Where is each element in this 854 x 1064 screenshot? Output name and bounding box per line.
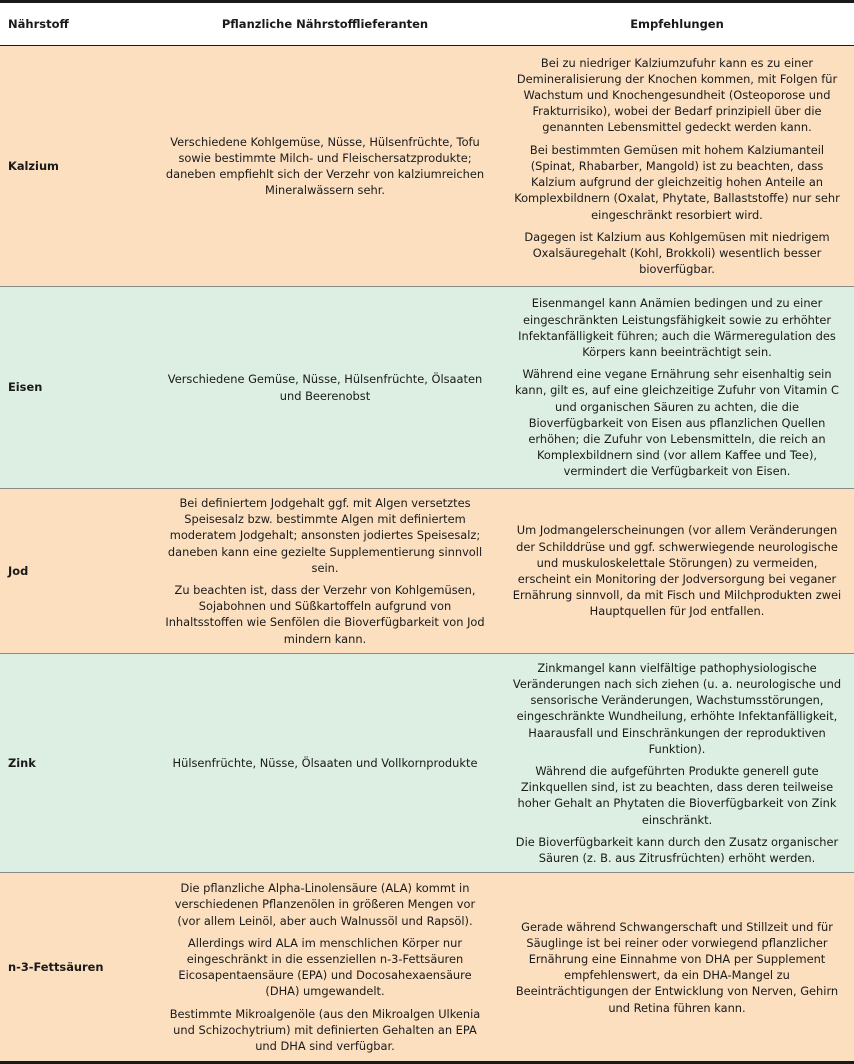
header-recommendations: Empfehlungen	[500, 2, 854, 46]
recommendation-text: Während die aufgeführten Produkte generell gute Zinkquellen sind, ist zu beachten, dass deren teilweise hoher Gehalt an Phytaten die Bioverfügbarkeit von Zink einschränkt.	[517, 764, 837, 827]
recommendations-cell	[500, 287, 854, 489]
table-row-jod	[0, 489, 854, 654]
sources-text: Verschiedene Kohlgemüse, Nüsse, Hülsenfrüchte, Tofu sowie bestimmte Milch- und Fleischersatzprodukte; daneben empfiehlt sich der Verzehr von kalziumreichen Mineralwässern sehr.	[165, 134, 485, 198]
sources-text: Verschiedene Gemüse, Nüsse, Hülsenfrüchte, Ölsaaten und Beerenobst	[167, 372, 483, 403]
recommendations-cell	[500, 873, 854, 1063]
nutrient-name: Jod	[0, 489, 150, 654]
header-nutrient: Nährstoff	[0, 2, 150, 46]
recommendation-text: Gerade während Schwangerschaft und Stillzeit und für Säuglinge ist bei reiner oder vorwiegend pflanzlicher Ernährung eine Einnahme von DHA per Supplement empfehlenswert, da ein DHA-Mangel zu Beeinträchtigungen der Entwicklung von Nerven, Gehirn und Retina führen kann.	[515, 919, 839, 1015]
recommendations-cell	[500, 653, 854, 872]
nutrient-name: n-3-Fettsäuren	[0, 873, 150, 1063]
recommendation-text: Bei zu niedriger Kalziumzufuhr kann es zu einer Demineralisierung der Knochen kommen, mit Folgen für Wachstum und Knochengesundheit (Osteoporose und Frakturrisiko), wobei der Bedarf prinzipiell über die genannten Lebensmittel gedeckt werden kann.	[516, 55, 838, 135]
table-row-eisen	[0, 287, 854, 489]
table-row-kalzium	[0, 46, 854, 287]
sources-cell	[150, 46, 500, 287]
recommendation-text: Während eine vegane Ernährung sehr eisenhaltig sein kann, gilt es, auf eine gleichzeitige Zufuhr von Vitamin C und organischen Säuren zu achten, die die Bioverfügbarkeit von Eisen aus pflanzlichen Quellen erhöhen; die Zufuhr von Lebensmitteln, die reich an Komplexbildnern sind (vor allem Kaffee und Tee), vermindert die Verfügbarkeit von Eisen.	[515, 367, 839, 479]
nutrient-name: Zink	[0, 653, 150, 872]
sources-cell	[150, 287, 500, 489]
header-sources: Pflanzliche Nährstofflieferanten	[150, 2, 500, 46]
recommendation-text: Um Jodmangelerscheinungen (vor allem Veränderungen der Schilddrüse und ggf. schwerwiegende neurologische und muskuloskelettale Störungen) zu vermeiden, erscheint ein Monitoring der Jodversorgung bei veganer Ernährung sinnvoll, da mit Fisch und Milchprodukten zwei Hauptquellen für Jod entfallen.	[512, 523, 842, 619]
recommendations-cell	[500, 46, 854, 287]
table-header-row	[0, 2, 854, 46]
sources-cell	[150, 653, 500, 872]
table-row-n3-fettsaeuren	[0, 873, 854, 1063]
sources-text: Die pflanzliche Alpha-Linolensäure (ALA) kommt in verschiedenen Pflanzenölen in größeren Mengen vor (vor allem Leinöl, aber auch Walnussöl und Rapsöl).	[174, 881, 476, 928]
recommendation-text: Bei bestimmten Gemüsen mit hohem Kalziumanteil (Spinat, Rhabarber, Mangold) ist zu beachten, dass Kalzium aufgrund der gleichzeitig hohen Anteile an Komplexbildnern (Oxalat, Phytate, Ballaststoffe) nur sehr eingeschränkt resorbiert wird.	[514, 142, 840, 222]
recommendation-text: Die Bioverfügbarkeit kann durch den Zusatz organischer Säuren (z. B. aus Zitrusfrüchten) erhöht werden.	[515, 834, 839, 866]
sources-text: Allerdings wird ALA im menschlichen Körper nur eingeschränkt in die essenziellen n-3-Fettsäuren Eicosapentaensäure (EPA) und Docosahexaensäure (DHA) umgewandelt.	[178, 935, 472, 999]
nutrient-name: Eisen	[0, 287, 150, 489]
sources-text: Bestimmte Mikroalgenöle (aus den Mikroalgen Ulkenia und Schizochytrium) mit definierten Gehalten an EPA und DHA sind verfügbar.	[169, 1006, 481, 1054]
recommendation-text: Dagegen ist Kalzium aus Kohlgemüsen mit niedrigem Oxalsäuregehalt (Kohl, Brokkoli) wesentlich besser bioverfügbar.	[524, 229, 830, 277]
table-row-zink	[0, 653, 854, 872]
recommendation-text: Zinkmangel kann vielfältige pathophysiologische Veränderungen nach sich ziehen (u. a. neurologische und sensorische Veränderungen, Wachstumsstörungen, eingeschränkte Wundheilung, erhöhte Infektanfälligkeit, Haarausfall und Einschränkungen der reproduktiven Funktion).	[512, 660, 842, 756]
sources-text: Zu beachten ist, dass der Verzehr von Kohlgemüsen, Sojabohnen und Süßkartoffeln aufgrund von Inhaltsstoffen wie Senfölen die Bioverfügbarkeit von Jod mindern kann.	[165, 583, 485, 646]
sources-text: Hülsenfrüchte, Nüsse, Ölsaaten und Vollkornprodukte	[172, 755, 478, 770]
sources-cell	[150, 489, 500, 654]
sources-cell	[150, 873, 500, 1063]
recommendation-text: Eisenmangel kann Anämien bedingen und zu einer eingeschränkten Leistungsfähigkeit sowie zu erhöhter Infektanfälligkeit führen; auch die Wärmeregulation des Körpers kann beeinträchtigt sein.	[518, 296, 836, 359]
recommendations-cell	[500, 489, 854, 654]
nutrient-name: Kalzium	[0, 46, 150, 287]
sources-text: Bei definiertem Jodgehalt ggf. mit Algen versetztes Speisesalz bzw. bestimmte Algen mit definiertem moderatem Jodgehalt; ansonsten jodiertes Speisesalz; daneben kann eine gezielte Supplementierung sinnvoll sein.	[167, 496, 483, 575]
